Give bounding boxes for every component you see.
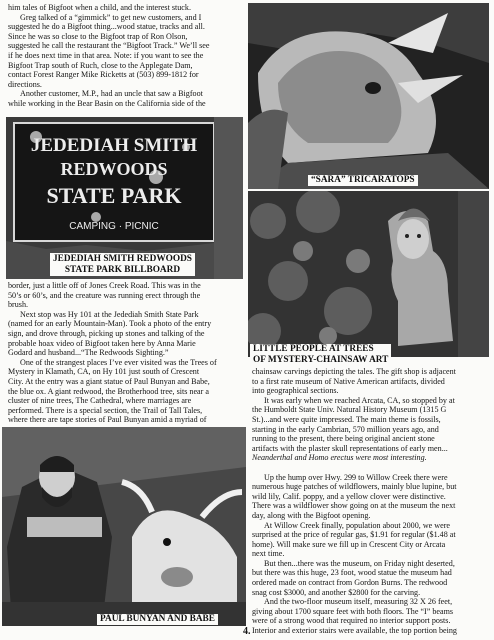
text-line: contact Forest Ranger Mike Ricketts at (503) 899-1812 for <box>8 70 199 80</box>
text-line: giving about 1700 square feet with both floors. The “I” beams <box>252 606 454 616</box>
chainsaw-art-caption <box>250 344 391 365</box>
text-line: artifacts with the plaster skull representations of early men... <box>252 443 448 453</box>
text-line: City. At the entry was a giant statue of Paul Bunyan and Babe, <box>8 376 210 386</box>
text-line: Mystery in Klamath, CA, on Hy 101 just south of Crescent <box>8 367 200 377</box>
text-line: ordered made on contract from Gordon Burns. The redwood <box>252 578 448 588</box>
paul-bunyan-graphic <box>2 427 246 626</box>
text-line: brush. <box>8 300 29 310</box>
right-column-text <box>252 367 490 636</box>
text-line: running to the present, there being original ancient stone <box>252 434 435 444</box>
text-line: One of the strangest places I’ve ever visited was the Trees of <box>20 357 217 367</box>
text-line: There was a wildflower show going on at the museum the next <box>252 501 456 511</box>
text-line: starting in the early Cambrian, 570 million years ago, and <box>252 424 439 434</box>
text-line: Up the hump over Hwy. 299 to Willow Creek there were <box>264 472 448 482</box>
text-line: into geographical sections. <box>252 386 339 396</box>
text-line: where there are tape stories of Paul Bunyan amid a myriad of <box>8 415 207 425</box>
text-line: were of a strong wood that required no interior support posts. <box>252 616 451 626</box>
left-top-text <box>8 3 240 109</box>
left-mid-text <box>8 281 244 425</box>
text-line: directions. <box>8 79 42 89</box>
text-line: wild lily, Calif. poppy, and a yellow clover were distinctive. <box>252 491 446 501</box>
text-line: day, along with the Bigfoot opening. <box>252 510 371 520</box>
text-line: But then...there was the museum, on Friday night deserted, <box>264 558 455 568</box>
sign-line: REDWOODS <box>60 159 168 179</box>
text-line: Bigfoot Trap south of Ruch, close to the Applegate Dam, <box>8 60 193 70</box>
text-line: numerous huge patches of wildflowers, mainly blue lupine, but <box>252 482 457 492</box>
text-line: while working in the Bear Basin on the California side of the <box>8 98 206 108</box>
triceratops-graphic <box>248 3 489 189</box>
text-line: cluster of nine trees, The Cathedral, where marriages are <box>8 396 192 406</box>
text-line: border, just a little off of Jones Creek Road. This was in the <box>8 281 201 290</box>
text-line: Since he was so close to the Bigfoot trap of Ron Olson, <box>8 31 188 41</box>
text-line: suggested he call the restaurant the “Bigfoot Track.” We’ll see <box>8 41 210 51</box>
caption-line: STATE PARK BILLBOARD <box>64 264 181 275</box>
chainsaw-art-photo <box>248 191 489 357</box>
text-line: next time. <box>252 549 285 559</box>
text-line: 50’s or 60’s, and the creature was running erect through the <box>8 290 201 300</box>
text-line: but there was this huge, 23 foot, wood statue the museum had <box>252 568 452 578</box>
text-line: And the two-floor museum itself, measuring 32 X 26 feet, <box>264 597 453 607</box>
text-line: It was early when we reached Arcata, CA, so stopped by at <box>264 395 455 405</box>
sign-line: JEDEDIAH SMITH <box>30 135 198 156</box>
text-line: At Willow Creek finally, population about 2000, we were <box>264 520 451 530</box>
text-line: surprised at the price of regular gas, $1.91 for regular ($1.48 at <box>252 530 456 540</box>
triceratops-photo <box>248 3 489 189</box>
text-line: chainsaw carvings depicting the tales. The gift shop is adjacent <box>252 367 456 376</box>
paul-bunyan-photo <box>2 427 246 626</box>
text-line: to a first rate museum of Native American artifacts, divided <box>252 376 445 386</box>
text-line: sign, and drove through, picking up stones and talking of the <box>8 328 205 338</box>
sign-photo-caption <box>50 253 195 276</box>
text-line: (named for an early Mountain-Man). Took a photo of the entry <box>8 319 212 329</box>
text-line: if he does next time in that area. Note: if you want to see the <box>8 50 204 60</box>
text-line: Godard and husband...“The Redwoods Sighting.” <box>8 348 169 358</box>
caption-line: LITTLE PEOPLE AT TREES <box>253 344 374 354</box>
text-line: probable hoax video of Bigfoot taken here by Anna Marie <box>8 338 196 348</box>
sign-line: STATE PARK <box>46 183 182 208</box>
text-line: snag cost $3000, and another $2800 for the carving. <box>252 587 421 597</box>
text-line: home). Will make sure we fill up in Crescent City or Arcata <box>252 539 446 549</box>
text-line: Another customer, M.P., had an uncle that saw a Bigfoot <box>20 89 203 99</box>
paul-bunyan-caption: PAUL BUNYAN AND BABE <box>97 614 218 625</box>
text-line: Neanderthal and Homo erectus were most interesting. <box>252 453 427 463</box>
text-line: him tales of Bigfoot when a child, and the interest stuck. <box>8 3 191 12</box>
text-line: Interior and exterior stairs were available, the top portion being <box>252 626 457 636</box>
chainsaw-art-graphic <box>248 191 489 357</box>
caption-line: OF MYSTERY-CHAINSAW ART <box>253 354 389 365</box>
triceratops-caption: “SARA” TRICARATOPS <box>308 175 418 186</box>
text-line: performed. There is a special section, the Trail of Tall Tales, <box>8 405 203 415</box>
page-number: 4. <box>243 626 251 637</box>
text-line: St.)...and were quite impressed. The main theme is fossils, <box>252 414 441 424</box>
text-line <box>252 463 490 473</box>
text-line: suggested he do a Bigfoot thing...wood statue, tracks and all. <box>8 22 205 32</box>
caption-line: JEDEDIAH SMITH REDWOODS <box>53 254 192 264</box>
text-line: the blue ox. A giant redwood, the Brotherhood tree, sits near a <box>8 386 209 396</box>
sign-line: CAMPING · PICNIC <box>69 221 159 232</box>
text-line: the Humboldt State Univ. Natural History Museum (1315 G <box>252 405 447 415</box>
text-line: Next stop was Hy 101 at the Jedediah Smith State Park <box>20 309 199 319</box>
text-line: Greg talked of a “gimmick” to get new customers, and I <box>20 12 202 22</box>
